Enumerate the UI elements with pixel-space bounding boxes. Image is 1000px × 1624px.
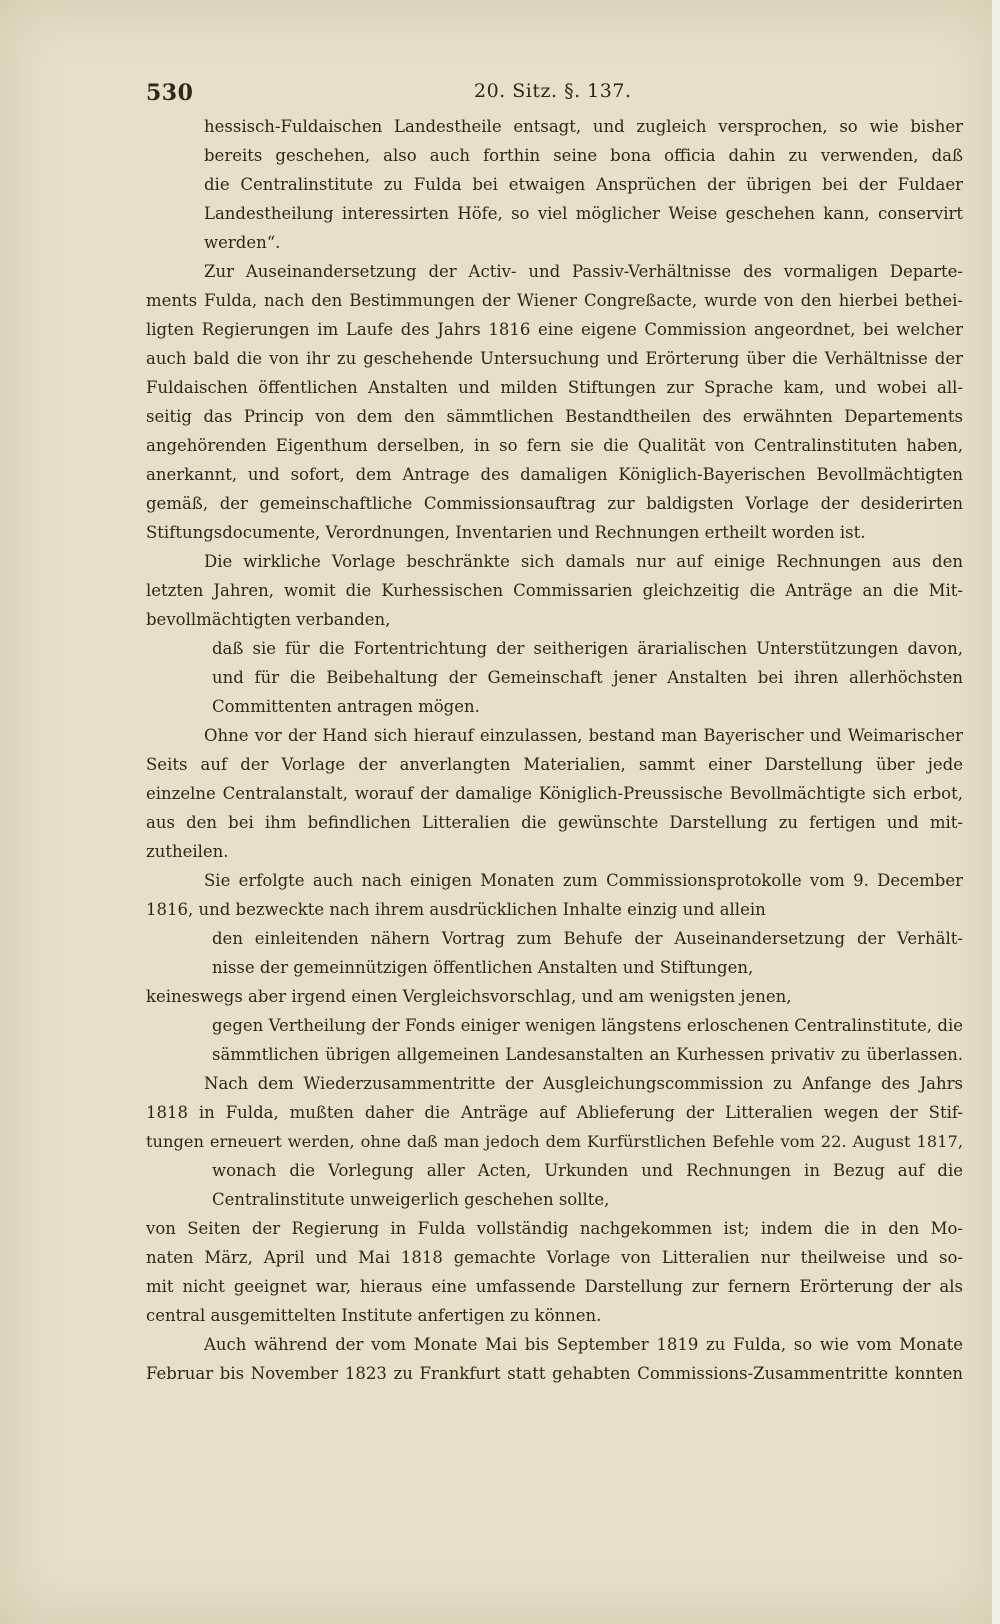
text-line: 1818 in Fulda, mußten daher die Anträge auf Ablieferung der Litteralien wegen der Stif- [146,1103,963,1122]
indented-line: daß sie für die Fortentrichtung der seitherigen ärarialischen Unterstützungen davon, [212,639,963,658]
indented-line: sämmtlichen übrigen allgemeinen Landesanstalten an Kurhessen privativ zu überlassen. [212,1045,963,1064]
text-line: Februar bis November 1823 zu Frankfurt statt gehabten Commissions-Zusammentritte konnten [146,1364,963,1383]
text-line: letzten Jahren, womit die Kurhessischen Commissarien gleichzeitig die Anträge an die Mit- [146,581,963,600]
indented-line: Committenten antragen mögen. [212,697,480,716]
text-line: von Seiten der Regierung in Fulda vollständig nachgekommen ist; indem die in den Mo- [146,1219,963,1238]
text-line: Stiftungsdocumente, Verordnungen, Inventarien und Rechnungen ertheilt worden ist. [146,523,866,542]
text-line: zutheilen. [146,842,229,861]
indented-line: wonach die Vorlegung aller Acten, Urkunden und Rechnungen in Bezug auf die [212,1161,963,1180]
text-line: auch bald die von ihr zu geschehende Untersuchung und Erörterung über die Verhältnisse der [146,349,963,368]
paragraph-start-line: Die wirkliche Vorlage beschränkte sich damals nur auf einige Rechnungen aus den [204,552,963,571]
text-line: hessisch-Fuldaischen Landestheile entsagt, und zugleich versprochen, so wie bisher [204,117,963,136]
paragraph-start-line: Zur Auseinandersetzung der Activ- und Passiv-Verhältnisse des vormaligen Departe- [204,262,963,281]
text-line: 1816, und bezweckte nach ihrem ausdrücklichen Inhalte einzig und allein [146,900,766,919]
text-line: aus den bei ihm befindlichen Litteralien die gewünschte Darstellung zu fertigen und mit- [146,813,963,832]
indented-line: nisse der gemeinnützigen öffentlichen Anstalten und Stiftungen, [212,958,754,977]
paragraph-start-line: Auch während der vom Monate Mai bis September 1819 zu Fulda, so wie vom Monate [204,1335,963,1354]
text-line: seitig das Princip von dem den sämmtlichen Bestandtheilen des erwähnten Departements [146,407,963,426]
text-line: die Centralinstitute zu Fulda bei etwaigen Ansprüchen der übrigen bei der Fuldaer [204,175,963,194]
running-head: 20. Sitz. §. 137. [474,80,632,102]
page-edge [992,0,1000,1624]
text-line: gemäß, der gemeinschaftliche Commissionsauftrag zur baldigsten Vorlage der desiderirten [146,494,963,513]
paragraph-start-line: Ohne vor der Hand sich hierauf einzulassen, bestand man Bayerischer und Weimarischer [204,726,963,745]
text-line: central ausgemittelten Institute anfertigen zu können. [146,1306,602,1325]
text-line: ments Fulda, nach den Bestimmungen der Wiener Congreßacte, wurde von den hierbei bethei- [146,291,963,310]
text-line: Seits auf der Vorlage der anverlangten Materialien, sammt einer Darstellung über jede [146,755,963,774]
text-line: naten März, April und Mai 1818 gemachte Vorlage von Litteralien nur theilweise und so- [146,1248,963,1267]
indented-line: Centralinstitute unweigerlich geschehen sollte, [212,1190,610,1209]
text-line: angehörenden Eigenthum derselben, in so fern sie die Qualität von Centralinstituten haben, [146,436,963,455]
page-number: 530 [146,80,194,106]
text-line: Landestheilung interessirten Höfe, so viel möglicher Weise geschehen kann, conservirt [204,204,963,223]
page-header [146,72,963,112]
paragraph-start-line: Nach dem Wiederzusammentritte der Ausgleichungscommission zu Anfange des Jahrs [204,1074,963,1093]
paragraph-start-line: Sie erfolgte auch nach einigen Monaten zum Commissionsprotokolle vom 9. December [204,871,963,890]
text-line: bereits geschehen, also auch forthin seine bona officia dahin zu verwenden, daß [204,146,963,165]
text-line: werden“. [204,233,281,252]
text-line: einzelne Centralanstalt, worauf der damalige Königlich-Preussische Bevollmächtigte sich erbot, [146,784,963,803]
text-line: tungen erneuert werden, ohne daß man jedoch dem Kurfürstlichen Befehle vom 22. August 1817, [146,1132,963,1151]
text-line: ligten Regierungen im Laufe des Jahrs 1816 eine eigene Commission angeordnet, bei welcher [146,320,963,339]
page-text-block [146,72,963,1388]
text-line: anerkannt, und sofort, dem Antrage des damaligen Königlich-Bayerischen Bevollmächtigten [146,465,963,484]
text-line: bevollmächtigten verbanden, [146,610,391,629]
indented-line: gegen Vertheilung der Fonds einiger wenigen längstens erloschenen Centralinstitute, die [212,1016,963,1035]
text-line: keineswegs aber irgend einen Vergleichsvorschlag, und am wenigsten jenen, [146,987,792,1006]
text-line: Fuldaischen öffentlichen Anstalten und milden Stiftungen zur Sprache kam, und wobei all- [146,378,963,397]
text-line: mit nicht geeignet war, hieraus eine umfassende Darstellung zur fernern Erörterung der als [146,1277,963,1296]
indented-line: und für die Beibehaltung der Gemeinschaft jener Anstalten bei ihren allerhöchsten [212,668,963,687]
indented-line: den einleitenden nähern Vortrag zum Behufe der Auseinandersetzung der Verhält- [212,929,963,948]
